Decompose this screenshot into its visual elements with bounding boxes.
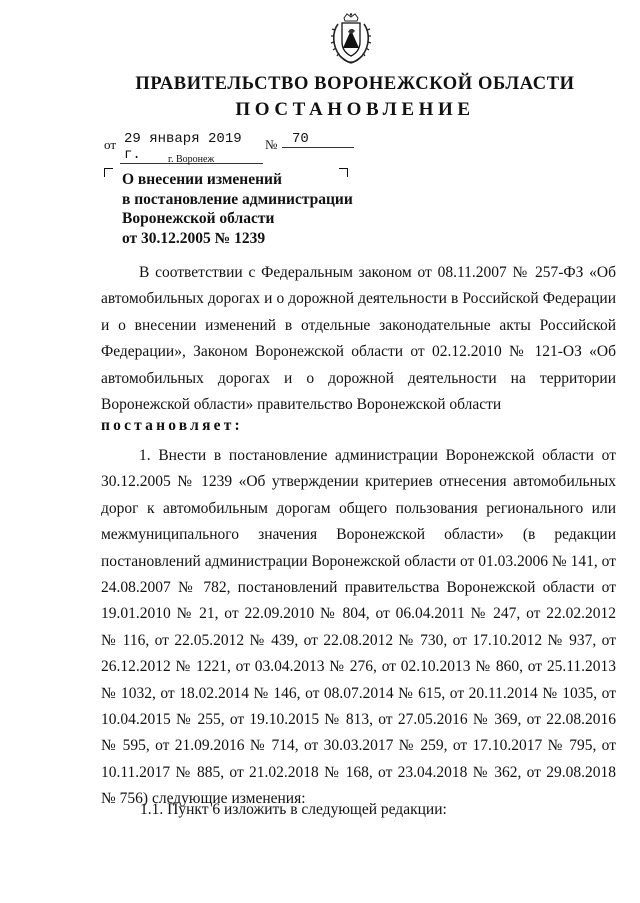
paragraph-line: 10.04.2015 № 255, от 19.10.2015 № 813, от 27.05.2016 № 369, от 22.08.2016 <box>101 711 616 729</box>
date-prefix: от <box>104 137 117 152</box>
preamble-paragraph <box>101 260 616 418</box>
paragraph-line: 10.11.2017 № 885, от 21.02.2018 № 168, от 23.04.2018 № 362, от 29.08.2018 <box>101 763 616 781</box>
paragraph-line: автомобильных дорогах и о дорожной деятельности на территории <box>101 369 616 387</box>
paragraph-line: Воронежской области» правительство Воронежской области <box>101 396 502 414</box>
paragraph-line: Федерации», Законом Воронежской области от 02.12.2010 № 121-ОЗ «Об <box>101 343 616 361</box>
document-number: 70 <box>282 131 354 148</box>
paragraph-line: В соответствии с Федеральным законом от 08.11.2007 № 257-ФЗ «Об <box>139 264 616 281</box>
paragraph-line: межмуниципального значения Воронежской области» (в редакции <box>101 526 616 544</box>
paragraph-line: 24.08.2007 № 782, постановлений правительства Воронежской области от <box>101 579 616 597</box>
paragraph-line: дорог к автомобильным дорогам общего пользования регионального или <box>101 499 616 517</box>
document-type-heading: ПОСТАНОВЛЕНИЕ <box>235 99 475 120</box>
subject-line: О внесении изменений <box>122 171 282 188</box>
paragraph-line: 1. Внести в постановление администрации Воронежской области от <box>139 447 616 464</box>
paragraph-line: 19.01.2010 № 21, от 22.09.2010 № 804, от 06.04.2011 № 247, от 22.02.2012 <box>101 605 616 623</box>
item-1-paragraph <box>101 443 616 813</box>
subject-line: от 30.12.2005 № 1239 <box>122 229 266 247</box>
paragraph-line: № 595, от 21.09.2016 № 714, от 30.03.2017 № 259, от 17.10.2017 № 795, от <box>101 737 616 755</box>
coat-of-arms-icon <box>328 12 374 66</box>
subject-line: Воронежской области <box>122 210 275 227</box>
paragraph-line: и о внесении изменений в отдельные законодательные акты Российской <box>101 316 616 334</box>
paragraph-line: № 756) следующие изменения: <box>101 790 306 808</box>
organization-title: ПРАВИТЕЛЬСТВО ВОРОНЕЖСКОЙ ОБЛАСТИ <box>135 74 575 94</box>
paragraph-line: постановлений администрации Воронежской области от 01.03.2006 № 141, от <box>101 552 616 570</box>
document-date: 29 января 2019 г. <box>120 131 263 164</box>
city-label: г. Воронеж <box>168 154 215 165</box>
paragraph-line: 26.12.2012 № 1221, от 03.04.2013 № 276, от 02.10.2013 № 860, от 25.11.2013 <box>101 658 616 676</box>
subject-bracket-left <box>104 168 113 177</box>
subject-line: в постановление администрации <box>122 190 353 208</box>
paragraph-line: автомобильных дорогах и о дорожной деятельности в Российской Федерации <box>101 290 616 308</box>
decree-word: постановляет: <box>101 417 243 434</box>
number-prefix: № <box>265 137 278 152</box>
subitem-1-1: 1.1. Пункт 6 изложить в следующей редакции: <box>140 801 447 818</box>
paragraph-line: № 1032, от 18.02.2014 № 146, от 08.07.2014 № 615, от 20.11.2014 № 1035, от <box>101 684 616 702</box>
paragraph-line: 30.12.2005 № 1239 «Об утверждении критериев отнесения автомобильных <box>101 473 616 491</box>
subject-block <box>122 170 362 248</box>
paragraph-line: № 116, от 22.05.2012 № 439, от 22.08.2012 № 730, от 17.10.2012 № 937, от <box>101 631 616 649</box>
